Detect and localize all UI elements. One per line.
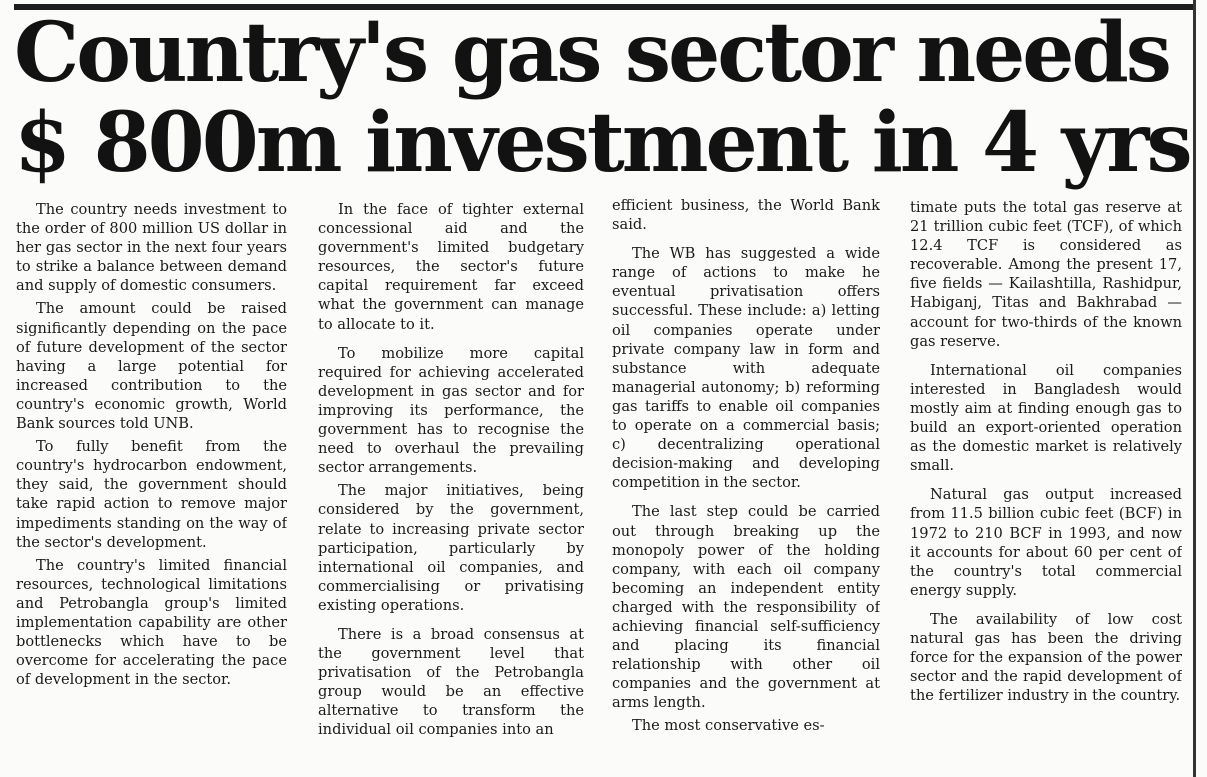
paragraph: efficient business, the World Bank said. — [612, 197, 880, 234]
paragraph: To mobilize more capital required for achieving accelerated development in gas sector and for improving its performance, the government has to recognise the need to overhaul the prevailing sector arrangements. — [318, 344, 584, 477]
paragraph: International oil companies interested in Bangladesh would mostly aim at finding enough gas to build an export-oriented operation as the domestic market is relatively small. — [910, 361, 1182, 475]
paragraph: The major initiatives, being considered by the government, relate to increasing private sector participation, particularly by international oil companies, and commercialising or privatising existing operations. — [318, 482, 584, 614]
paragraph: The last step could be carried out through breaking up the monopoly power of the holding company, with each oil company becoming an independent entity charged with the responsibility of achieving financial self-sufficiency and placing its financial relationship with other oil companies and the government at arms length. — [612, 503, 880, 712]
right-column-rule — [1193, 0, 1196, 777]
article-column-2 — [318, 200, 584, 775]
paragraph: Natural gas output increased from 11.5 billion cubic feet (BCF) in 1972 to 210 BCF in 1993, and now it accounts for about 60 per cent of the country's total commercial energy supply. — [910, 486, 1182, 599]
paragraph: The country needs investment to the order of 800 million US dollar in her gas sector in the next four years to strike a balance between demand and supply of domestic consumers. — [16, 201, 287, 295]
headline-line-1: Country's gas sector needs — [14, 5, 1169, 101]
headline-line-2: $ 800m investment in 4 yrs — [14, 95, 1190, 191]
paragraph: The availability of low cost natural gas has been the driving force for the expansion of the power sector and the rapid development of the fertilizer industry in the country. — [910, 610, 1182, 705]
paragraph: There is a broad consensus at the government level that privatisation of the Petrobangla group would be an effective alternative to transform the individual oil companies into an — [318, 625, 584, 739]
headline — [14, 5, 1192, 191]
paragraph: The country's limited financial resources, technological limitations and Petrobangla group's limited implementation capability are other bottlenecks which have to be overcome for accelerating the pace of development in the sector. — [16, 556, 287, 689]
paragraph: The amount could be raised significantly depending on the pace of future development of the sector having a large potential for increased contribution to the country's economic growth, World Bank sources told UNB. — [16, 300, 287, 433]
paragraph: In the face of tighter external concessional aid and the government's limited budgetary resources, the sector's future capital requirement far exceed what the government can manage to allocate to it. — [318, 201, 584, 333]
paragraph: The WB has suggested a wide range of actions to make he eventual privatisation offers successful. These include: a) letting oil companies operate under private company law in form and substance with adequate managerial autonomy; b) reforming gas tariffs to enable oil companies to operate on a commercial basis; c) decentralizing operational decision-making and developing competition in the sector. — [612, 245, 880, 492]
article-column-4 — [910, 198, 1182, 773]
paragraph: The most conservative es- — [632, 717, 825, 735]
paragraph: timate puts the total gas reserve at 21 trillion cubic feet (TCF), of which 12.4 TCF is considered as recoverable. Among the present 17, five fields — Kailashtilla, Rashidpur, Habiganj, Titas and Bakhrabad — account for two-thirds of the known gas reserve. — [910, 199, 1182, 350]
article-column-3 — [612, 196, 880, 771]
article-column-1 — [16, 200, 287, 775]
paragraph: To fully benefit from the country's hydrocarbon endowment, they said, the government should take rapid action to remove major impediments standing on the way of the sector's development. — [16, 438, 287, 551]
